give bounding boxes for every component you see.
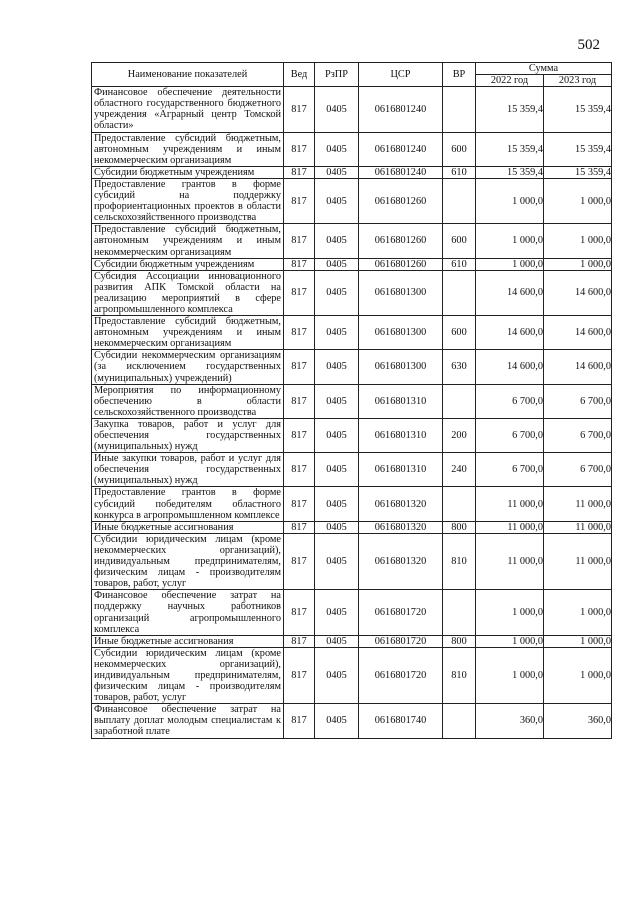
header-vr: ВР	[443, 63, 476, 87]
row-ved: 817	[284, 533, 315, 589]
row-sum-2023: 360,0	[544, 704, 612, 738]
row-rzpr: 0405	[315, 270, 359, 315]
row-rzpr: 0405	[315, 704, 359, 738]
row-sum-2023: 11 000,0	[544, 533, 612, 589]
row-sum-2022: 1 000,0	[476, 647, 544, 703]
row-vr: 810	[443, 533, 476, 589]
row-csr: 0616801720	[359, 647, 443, 703]
row-name: Предоставление субсидий бюджетным, автономным учреждениям и иным некоммерческим организациям	[92, 316, 284, 350]
row-vr: 800	[443, 635, 476, 647]
row-csr: 0616801300	[359, 316, 443, 350]
table-row	[92, 258, 612, 270]
table-row	[92, 590, 612, 635]
row-rzpr: 0405	[315, 87, 359, 132]
row-rzpr: 0405	[315, 590, 359, 635]
table-row	[92, 132, 612, 166]
row-sum-2023: 6 700,0	[544, 418, 612, 452]
row-csr: 0616801240	[359, 132, 443, 166]
row-ved: 817	[284, 487, 315, 521]
row-name: Предоставление грантов в форме субсидий победителям областного конкурса в агропромышленном комплексе	[92, 487, 284, 521]
row-sum-2022: 15 359,4	[476, 132, 544, 166]
row-sum-2022: 14 600,0	[476, 316, 544, 350]
row-ved: 817	[284, 590, 315, 635]
row-name: Предоставление субсидий бюджетным, автономным учреждениям и иным некоммерческим организациям	[92, 224, 284, 258]
row-ved: 817	[284, 316, 315, 350]
row-name: Финансовое обеспечение деятельности областного государственного бюджетного учреждения «Аграрный центр Томской области»	[92, 87, 284, 132]
row-ved: 817	[284, 418, 315, 452]
page-number: 502	[577, 37, 600, 53]
table-row	[92, 350, 612, 384]
row-ved: 817	[284, 647, 315, 703]
row-name: Субсидии бюджетным учреждениям	[92, 166, 284, 178]
row-csr: 0616801240	[359, 166, 443, 178]
row-rzpr: 0405	[315, 521, 359, 533]
table-row	[92, 647, 612, 703]
table-row	[92, 178, 612, 223]
row-sum-2023: 11 000,0	[544, 521, 612, 533]
row-csr: 0616801260	[359, 178, 443, 223]
row-ved: 817	[284, 350, 315, 384]
row-ved: 817	[284, 384, 315, 418]
row-sum-2023: 15 359,4	[544, 166, 612, 178]
row-vr: 610	[443, 258, 476, 270]
row-ved: 817	[284, 178, 315, 223]
row-sum-2022: 1 000,0	[476, 258, 544, 270]
row-sum-2022: 11 000,0	[476, 487, 544, 521]
row-ved: 817	[284, 87, 315, 132]
row-csr: 0616801320	[359, 487, 443, 521]
row-sum-2023: 14 600,0	[544, 270, 612, 315]
row-rzpr: 0405	[315, 487, 359, 521]
row-sum-2022: 14 600,0	[476, 350, 544, 384]
row-vr	[443, 87, 476, 132]
row-vr: 600	[443, 132, 476, 166]
row-csr: 0616801720	[359, 635, 443, 647]
row-vr: 600	[443, 316, 476, 350]
row-csr: 0616801260	[359, 258, 443, 270]
header-sum: Сумма	[476, 63, 612, 75]
row-vr: 600	[443, 224, 476, 258]
row-rzpr: 0405	[315, 258, 359, 270]
row-vr	[443, 178, 476, 223]
row-sum-2022: 6 700,0	[476, 384, 544, 418]
row-rzpr: 0405	[315, 166, 359, 178]
row-sum-2022: 11 000,0	[476, 533, 544, 589]
row-ved: 817	[284, 635, 315, 647]
row-name: Закупка товаров, работ и услуг для обеспечения государственных (муниципальных) нужд	[92, 418, 284, 452]
table-row	[92, 224, 612, 258]
row-sum-2022: 6 700,0	[476, 453, 544, 487]
row-sum-2022: 6 700,0	[476, 418, 544, 452]
row-vr	[443, 704, 476, 738]
row-name: Финансовое обеспечение затрат на поддержку научных работников организаций агропромышленного комплекса	[92, 590, 284, 635]
row-name: Субсидии бюджетным учреждениям	[92, 258, 284, 270]
row-csr: 0616801310	[359, 384, 443, 418]
row-sum-2023: 15 359,4	[544, 87, 612, 132]
row-sum-2022: 1 000,0	[476, 224, 544, 258]
row-rzpr: 0405	[315, 224, 359, 258]
row-name: Мероприятия по информационному обеспечению в области сельскохозяйственного производства	[92, 384, 284, 418]
row-vr	[443, 590, 476, 635]
table-row	[92, 316, 612, 350]
row-csr: 0616801320	[359, 533, 443, 589]
row-vr: 800	[443, 521, 476, 533]
row-sum-2022: 15 359,4	[476, 166, 544, 178]
table-row	[92, 487, 612, 521]
row-name: Иные закупки товаров, работ и услуг для обеспечения государственных (муниципальных) нужд	[92, 453, 284, 487]
table-row	[92, 635, 612, 647]
row-csr: 0616801240	[359, 87, 443, 132]
row-vr: 630	[443, 350, 476, 384]
row-sum-2023: 1 000,0	[544, 224, 612, 258]
row-vr: 240	[443, 453, 476, 487]
row-ved: 817	[284, 132, 315, 166]
budget-table	[91, 62, 612, 739]
row-sum-2022: 11 000,0	[476, 521, 544, 533]
row-sum-2022: 14 600,0	[476, 270, 544, 315]
row-sum-2023: 15 359,4	[544, 132, 612, 166]
table-row	[92, 166, 612, 178]
table-row	[92, 521, 612, 533]
row-sum-2023: 6 700,0	[544, 384, 612, 418]
row-name: Субсидия Ассоциации инновационного развития АПК Томской области на реализацию мероприятий в сфере агропромышленного комплекса	[92, 270, 284, 315]
row-csr: 0616801320	[359, 521, 443, 533]
header-year-2023: 2023 год	[544, 75, 612, 87]
row-sum-2023: 11 000,0	[544, 487, 612, 521]
row-vr: 810	[443, 647, 476, 703]
row-csr: 0616801300	[359, 350, 443, 384]
row-ved: 817	[284, 224, 315, 258]
row-csr: 0616801310	[359, 418, 443, 452]
row-sum-2022: 1 000,0	[476, 590, 544, 635]
row-vr: 200	[443, 418, 476, 452]
table-row	[92, 418, 612, 452]
table-row	[92, 270, 612, 315]
row-vr	[443, 270, 476, 315]
table-body	[92, 87, 612, 738]
row-ved: 817	[284, 521, 315, 533]
row-rzpr: 0405	[315, 418, 359, 452]
row-rzpr: 0405	[315, 635, 359, 647]
row-csr: 0616801300	[359, 270, 443, 315]
row-sum-2022: 360,0	[476, 704, 544, 738]
row-rzpr: 0405	[315, 178, 359, 223]
header-year-2022: 2022 год	[476, 75, 544, 87]
row-name: Иные бюджетные ассигнования	[92, 635, 284, 647]
row-vr	[443, 384, 476, 418]
header-row	[92, 63, 612, 75]
row-ved: 817	[284, 166, 315, 178]
header-rzpr: РзПР	[315, 63, 359, 87]
table-row	[92, 533, 612, 589]
row-ved: 817	[284, 453, 315, 487]
table-row	[92, 704, 612, 738]
row-vr: 610	[443, 166, 476, 178]
row-csr: 0616801260	[359, 224, 443, 258]
header-csr: ЦСР	[359, 63, 443, 87]
table-row	[92, 453, 612, 487]
table-row	[92, 384, 612, 418]
row-sum-2023: 14 600,0	[544, 316, 612, 350]
row-vr	[443, 487, 476, 521]
row-sum-2022: 15 359,4	[476, 87, 544, 132]
row-ved: 817	[284, 270, 315, 315]
row-rzpr: 0405	[315, 533, 359, 589]
row-ved: 817	[284, 704, 315, 738]
row-sum-2023: 14 600,0	[544, 350, 612, 384]
row-csr: 0616801310	[359, 453, 443, 487]
row-sum-2023: 1 000,0	[544, 590, 612, 635]
row-name: Предоставление грантов в форме субсидий на поддержку профориентационных проектов в области сельскохозяйственного производства	[92, 178, 284, 223]
row-sum-2022: 1 000,0	[476, 178, 544, 223]
row-name: Субсидии некоммерческим организациям (за исключением государственных (муниципальных) учреждений)	[92, 350, 284, 384]
row-rzpr: 0405	[315, 647, 359, 703]
row-sum-2023: 6 700,0	[544, 453, 612, 487]
row-name: Субсидии юридическим лицам (кроме некоммерческих организаций), индивидуальным предпринимателям, физическим лицам - производителям товаров, работ, услуг	[92, 647, 284, 703]
row-ved: 817	[284, 258, 315, 270]
row-rzpr: 0405	[315, 316, 359, 350]
row-sum-2023: 1 000,0	[544, 258, 612, 270]
row-csr: 0616801740	[359, 704, 443, 738]
row-name: Предоставление субсидий бюджетным, автономным учреждениям и иным некоммерческим организациям	[92, 132, 284, 166]
row-rzpr: 0405	[315, 453, 359, 487]
row-csr: 0616801720	[359, 590, 443, 635]
row-name: Субсидии юридическим лицам (кроме некоммерческих организаций), индивидуальным предпринимателям, физическим лицам - производителям товаров, работ, услуг	[92, 533, 284, 589]
row-rzpr: 0405	[315, 350, 359, 384]
row-rzpr: 0405	[315, 384, 359, 418]
row-sum-2022: 1 000,0	[476, 635, 544, 647]
row-sum-2023: 1 000,0	[544, 635, 612, 647]
row-rzpr: 0405	[315, 132, 359, 166]
table-row	[92, 87, 612, 132]
header-ved: Вед	[284, 63, 315, 87]
row-sum-2023: 1 000,0	[544, 647, 612, 703]
header-name: Наименование показателей	[92, 63, 284, 87]
row-sum-2023: 1 000,0	[544, 178, 612, 223]
row-name: Финансовое обеспечение затрат на выплату доплат молодым специалистам к заработной плате	[92, 704, 284, 738]
row-name: Иные бюджетные ассигнования	[92, 521, 284, 533]
